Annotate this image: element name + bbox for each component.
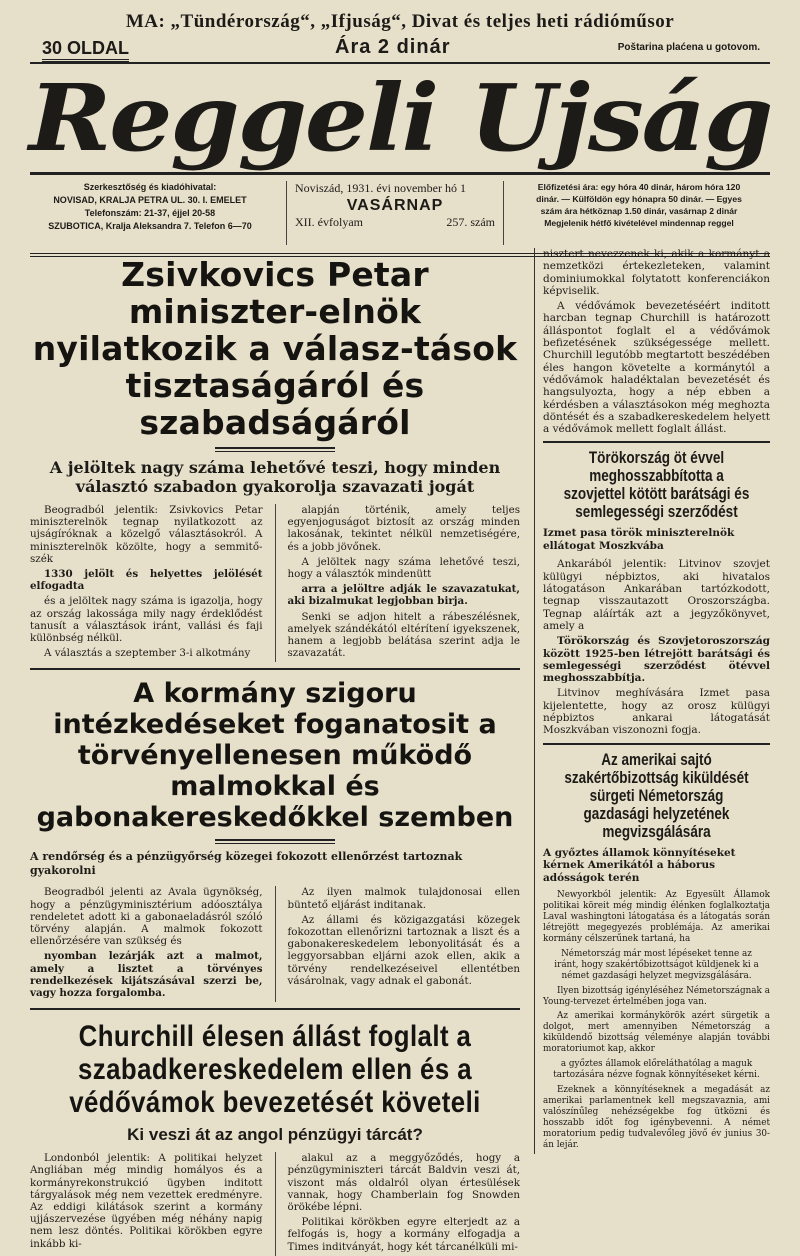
paragraph: Ezeknek a könnyítéseknek a megadását az amerikai parlamentnek kell megszavaznia, ami valószínűleg nehézségekbe fog ütközni és hosszabb időt fog igénybevenni. A német moratorium pedig tudvalevőleg jövő év junius 30-án lejár.: [543, 1085, 770, 1151]
office-line: Szerkesztőség és kiadóhivatal:: [83, 182, 217, 192]
paragraph: A választás a szeptember 3-i alkotmány: [44, 647, 251, 660]
page-count: 30 OLDAL: [42, 38, 129, 62]
paragraph: A jelöltek nagy száma lehetővé teszi, hogy a választók mindenütt: [287, 555, 520, 581]
divider: [30, 1008, 520, 1010]
office-line: Telefonszám: 21-37, éjjel 20-58: [84, 208, 216, 218]
weekday: VASÁRNAP: [346, 197, 444, 214]
article3-deck: Ki veszi át az angol pénzügyi tárcát?: [127, 1125, 423, 1145]
paragraph: Németország már most lépéseket tenne az iránt, hogy szakértőbizottságot küldjenek ki a német gazdasági helyzet megvizsgálására.: [554, 949, 759, 982]
article2-body: [30, 886, 520, 1002]
subscription-line: Előfizetési ára: egy hóra 40 dinár, három hóra 120: [537, 182, 741, 192]
paragraph: nyomban lezárják azt a malmot, amely a lisztet a törvényes rendelkezések kijátszásával szerzi be, vagy hozza forgalomba.: [30, 950, 263, 1000]
paragraph: nisztert nevezzenek ki, akik a kormányt a nemzetközi értekezleteken, valamint dominiumokkal folytatott konferenciákon képviselik.: [543, 248, 770, 297]
paragraph: arra a jelöltre adják le szavazatukat, aki bizalmukat legjobban birja.: [287, 583, 520, 608]
volume: XII. évfolyam: [295, 215, 363, 229]
paragraph: Beogradból jelentik: Zsivkovics Petar miniszterelnök tegnap nyilatkozott az ujságíróknak a közelgő választásokról. A miniszterelnök közölte, hogy a semmitő-szék: [30, 504, 263, 565]
paragraph: Ankarából jelentik: Litvinov szovjet külügyi népbiztos, aki hivatalos látogatáson Ankarában tartózkodott, tegnap visszautazott Oroszországba. Tegnap aláírták azt a jegyzőkönyvet, amely a: [543, 558, 770, 632]
divider: [543, 743, 770, 745]
turkey-deck: Izmet pasa török miniszterelnök ellátogat Moszkvába: [543, 527, 735, 552]
side-column: [534, 248, 770, 1154]
issue-number: 257. szám: [446, 215, 495, 229]
divider: [30, 668, 520, 670]
subscription-line: Megjelenik hétfő kivételével mindennap reggel: [544, 218, 734, 228]
paragraph: Newyorkból jelentik: Az Egyesült Államok politikai köreit még mindig élénken foglalkoztatja Laval washingtoni látogatása és a látogatás során létrejött megegyezés problémája. Az amerikai kormány célszerűnek tartaná, ha: [543, 890, 770, 945]
article2-deck: A rendőrség és a pénzügyőrség közegei fokozott ellenőrzést tartoznak gyakorolni: [30, 850, 463, 878]
paragraph: Az amerikai kormánykörök azért sürgetik a dolgot, mert amennyiben Németország a kiküldendő bizottság véleménye alapján további moratoriumot kap, akkor: [543, 1011, 770, 1055]
price: Ára 2 dinár: [335, 36, 451, 58]
paragraph: alakul az a meggyőződés, hogy a pénzügyminiszteri tárcát Baldvin veszi át, viszont más oldalról olyan értesülések vannak, hogy Chamberlain fog Snowden örökébe lépni.: [287, 1152, 520, 1214]
paragraph: Ilyen bizottság igényléséhez Németországnak a Young-tervezet értelmében joga van.: [543, 986, 770, 1008]
paragraph: Beogradból jelenti az Avala ügynökség, hogy a pénzügyminisztérium adóosztálya rendeletet adott ki a gabonaeladásról szóló törvény alapján. A malmok fokozott ellenőrzésére van szükség és: [30, 886, 263, 948]
rule: [215, 447, 335, 452]
paragraph: Törökország és Szovjetoroszország között 1925-ben létrejött barátsági és semlegességi szerződést ötévvel meghosszabbítja.: [543, 635, 770, 685]
paragraph: Az állami és közigazgatási közegek fokozottan ellenőrizni tartoznak a liszt és a gabonakereskedelem lebonyolitását és a leggyorsabban eljárni azok ellen, akik a törvény rendelkezéseivel ellentétben vásárolnak, vagy adnak el gabonát.: [287, 913, 520, 987]
issue-date: Noviszád, 1931. évi november hó 1: [295, 181, 466, 195]
office-line: SZUBOTICA, Kralja Aleksandra 7. Telefon 6—70: [48, 221, 252, 231]
article1-deck: A jelöltek nagy száma lehetővé teszi, hogy minden választó szabadon gyakorolja szavazati jogát: [49, 458, 501, 496]
article3-body: [30, 1152, 520, 1256]
paragraph: Politikai körökben egyre elterjedt az a felfogás is, hogy a kormány elfogadja a Times inditványát, hogy két tárcanélküli mi-: [287, 1216, 520, 1253]
masthead-title: Reggeli Ujság: [28, 64, 772, 172]
office-info: [30, 181, 270, 233]
us-headline: Az amerikai sajtó szakértőbizottság kiküldését sürgeti Németország gazdasági helyzetének megvizsgálására: [564, 750, 749, 841]
subscription-info: [508, 181, 770, 229]
paragraph: Londonból jelentik: A politikai helyzet Angliában még mindig homályos és a kormányrekonstrukció ügyben inditott tárgyalások még nem vezettek eredményre. Az eddigi kilátások szerint a kormány ujjászervezése ügyében még néhány napig nem lesz döntés. Politikai körökben egyre inkább ki-: [30, 1152, 263, 1250]
info-strip: [30, 172, 770, 257]
newspaper-page: [28, 8, 772, 1253]
paragraph: a győztes államok előreláthatólag a maguk tartozására nézve fognak könnyítéseket kérni.: [553, 1059, 760, 1081]
article3-headline: Churchill élesen állást foglalt a szabadkereskedelem ellen és a védővámok bevezetését követeli: [69, 1020, 481, 1120]
article1-headline: Zsivkovics Petar miniszter-elnök nyilatkozik a válasz-tások tisztaságáról és szabadságáról: [32, 255, 518, 442]
postage-note: Poštarina plaćena u gotovom.: [617, 42, 760, 53]
paragraph: és a jelöltek nagy száma is igazolja, hogy az ország lakossága mily nagy érdeklődést tanusít a választások iránt, vallási és faji különbség nélkül.: [30, 595, 263, 645]
subheader-bar: [30, 36, 770, 64]
article2-headline: A kormány szigoru intézkedéseket foganatosit a törvényellenesen működő malmokkal és gabonakereskedőkkel szemben: [36, 678, 514, 834]
paragraph: Senki se adjon hitelt a rábeszélésnek, amelyek szándékától eltérítení igyekszenek, hanem a legjobb belátása szerint adja le szavazatát.: [287, 610, 520, 660]
divider: [543, 441, 770, 443]
paragraph: 1330 jelölt és helyettes jelölését elfogadta: [30, 568, 263, 593]
subscription-line: dinár. — Külföldön egy hónapra 50 dinár. — Egyes: [536, 194, 742, 204]
top-banner: MA: „Tündérország“, „Ifjuság“, Divat és teljes heti rádióműsor: [125, 11, 675, 32]
paragraph: Az ilyen malmok tulajdonosai ellen büntető eljárást inditanak.: [287, 886, 520, 911]
main-column: [30, 248, 520, 1256]
rule: [215, 839, 335, 844]
us-deck: A győztes államok könnyítéseket kérnek Amerikától a háborus adósságok terén: [543, 846, 736, 884]
subscription-line: szám ára hétköznap 1.50 dinár, vasárnap 2 dinár: [540, 206, 738, 216]
office-line: NOVISAD, KRALJA PETRA UL. 30. I. EMELET: [53, 195, 247, 205]
article1-body: [30, 504, 520, 662]
paragraph: A védővámok bevezetéséért inditott harcban tegnap Churchill is határozott álláspontot foglalt el a védővámok befizetésének szükségessége mellett. Churchill legutóbb megtartott beszédében éles hangon követelte a kormánytól a védővámok haladéktalan bevezetését és hangsulyozta, hogy a nép ebben a kérdésben a választásokon még meghozta döntését és a szabadkereskedelem helyett a védővámok mellett foglalt állást.: [543, 300, 770, 436]
turkey-headline: Törökország öt évvel meghosszabbította a szovjettel kötött barátsági és semlegességi szerződést: [563, 449, 750, 522]
date-box: [286, 181, 504, 245]
paragraph: Litvinov meghívására Izmet pasa kijelentette, hogy az orosz külügyi népbiztos ankarai látogatását Moszkvában viszonozni fogja.: [543, 687, 770, 737]
paragraph: alapján történik, amely teljes egyenjoguságot biztosít az ország minden lakosának, tekintet nélkül nemzetiségére, és a jobb jövőnek.: [287, 504, 520, 553]
